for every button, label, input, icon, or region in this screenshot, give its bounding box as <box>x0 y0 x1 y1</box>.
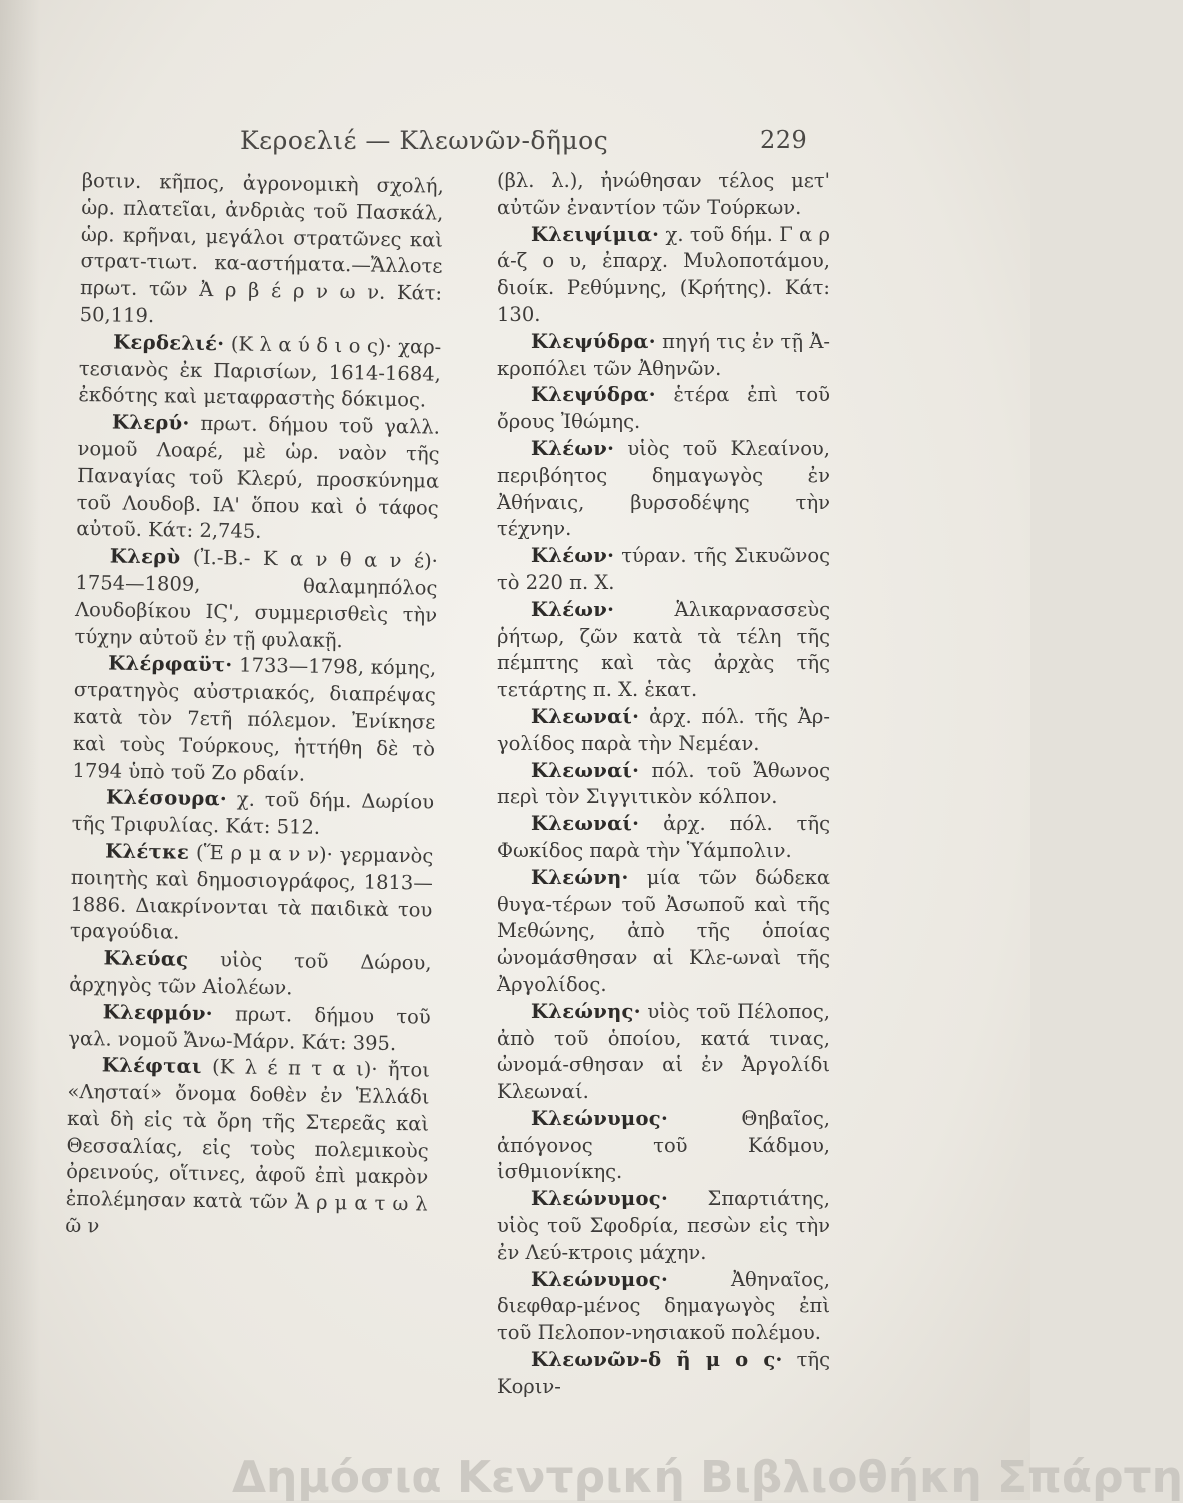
dictionary-entry <box>497 597 830 704</box>
entry-headword: Κλεψύδρα· <box>531 329 656 353</box>
dictionary-entry <box>497 329 830 383</box>
entry-text: Ἁλικαρνασσεὺς ῥήτωρ, ζῶν κατὰ τὰ τέλη τῆς πέμπτης καὶ τὰς ἀρχὰς τῆς τετάρτης π. Χ. ἑκατ. <box>497 597 830 702</box>
entry-text: υἱὸς τοῦ Δώρου, ἀρχηγὸς τῶν Αἰολέων. <box>68 947 432 1000</box>
dictionary-entry <box>497 1106 830 1186</box>
library-watermark: Δημόσια Κεντρική Βιβλιοθήκη Σπάρτη <box>232 1452 1183 1503</box>
running-header <box>240 126 820 155</box>
dictionary-entry <box>497 811 830 865</box>
dictionary-entry <box>68 999 431 1058</box>
entry-headword: Κλεώνυμος· <box>531 1267 669 1291</box>
entry-text: τύραν. τῆς Σικυῶνος τὸ 220 π. Χ. <box>497 544 830 594</box>
entry-text: υἱὸς τοῦ Πέλοπος, ἀπὸ τοῦ ὁποίου, κατά τινας, ὠνομά-σθησαν αἱ ἐν Ἀργολίδι Κλεωναί. <box>497 999 830 1104</box>
dictionary-entry <box>497 865 830 999</box>
page-number: 229 <box>760 126 808 154</box>
entry-text: Θηβαῖος, ἀπόγονος τοῦ Κάδμου, ἰσθμιονίκης. <box>497 1106 830 1184</box>
dictionary-entry <box>69 945 432 1004</box>
entry-headword: Κερδελιέ· <box>113 330 225 356</box>
entry-headword: Κλεώνης· <box>531 999 641 1023</box>
entry-text: (Ἕ ρ μ α ν ν)· γερμανὸς ποιητὴς καὶ δημοσιογράφος, 1813—1886. Διακρίνονται τὰ παιδικὰ του τραγούδια. <box>69 840 434 944</box>
entry-headword: Κλεωναί· <box>531 758 640 782</box>
dictionary-entry <box>78 329 441 415</box>
dictionary-entry <box>72 650 436 790</box>
entry-headword: Κλέσουρα· <box>105 785 228 811</box>
entry-headword: Κλέρφαϋτ· <box>108 651 233 677</box>
dictionary-entry <box>497 704 830 758</box>
binding-shadow <box>0 0 40 1500</box>
dictionary-entry <box>76 409 440 549</box>
entry-text: ἀρχ. πόλ. τῆς Φωκίδος παρὰ τὴν Ὑάμπολιν. <box>497 812 830 862</box>
dictionary-entry <box>497 1186 830 1266</box>
header-title: Κεροελιέ — Κλεωνῶν-δῆμος <box>240 126 609 155</box>
entry-text: (Κ λ α ύ δ ι ο ς)· χαρ-τεσιανὸς ἐκ Παρισίων, 1614-1684, ἐκδότης καὶ μεταφραστὴς δόκιμος. <box>78 332 442 412</box>
entry-text: πόλ. τοῦ Ἄθωνος περὶ τὸν Σιγγιτικὸν κόλπον. <box>497 758 830 809</box>
dictionary-entry <box>71 784 434 843</box>
dictionary-entry <box>497 168 830 222</box>
dictionary-entry <box>79 168 443 334</box>
dictionary-entry <box>65 1052 430 1245</box>
dictionary-entry <box>497 758 830 812</box>
entry-headword: Κλεύας <box>103 946 189 971</box>
entry-text: Ἀθηναῖος, διεφθαρ-μένος δημαγωγὸς ἐπὶ τοῦ Πελοπον-νησιακοῦ πολέμου. <box>497 1267 830 1345</box>
entry-headword: Κλεώνη· <box>531 865 629 889</box>
dictionary-entry <box>497 1267 830 1347</box>
entry-text: πηγή τις ἐν τῇ Ἀ-κροπόλει τῶν Ἀθηνῶν. <box>497 329 830 380</box>
entry-headword: Κλεώνυμος· <box>531 1187 669 1211</box>
left-column <box>65 168 444 1245</box>
entry-text: χ. τοῦ δήμ. Γ α ρ ά-ζ ο υ, ἐπαρχ. Μυλοποτάμου, διοίκ. Ρεθύμνης, (Κρήτης). Κάτ: 130. <box>497 222 830 326</box>
dictionary-entry <box>497 543 830 597</box>
entry-headword: Κλέτκε <box>105 839 190 864</box>
entry-headword: Κλεωναί· <box>531 704 640 728</box>
entry-headword: Κλεωνῶν-δ ῆ μ ο ς· <box>531 1348 783 1372</box>
right-column <box>497 168 830 1401</box>
dictionary-entry <box>70 838 434 951</box>
dictionary-entry <box>497 436 830 543</box>
entry-headword: Κλεψύδρα· <box>531 383 656 407</box>
entry-headword: Κλέφται <box>101 1053 202 1079</box>
entry-text: χ. τοῦ δήμ. Δωρίου τῆς Τριφυλίας. Κάτ: 512. <box>71 787 435 839</box>
entry-text: πρωτ. δήμου τοῦ γαλ. νομοῦ Ἄνω-Μάρν. Κάτ: 395. <box>68 1001 431 1055</box>
entry-text: Σπαρτιάτης, υἱὸς τοῦ Σφοδρία, πεσὼν εἰς τὴν ἐν Λεύ-κτροις μάχην. <box>497 1187 830 1264</box>
entry-headword: Κλερύ· <box>111 410 190 435</box>
entry-text: 1733—1798, κόμης, στρατηγὸς αὐστριακός, διαπρέψας κατὰ τὸν 7ετῆ πόλεμον. Ἐνίκησε καὶ τοὺς Τούρκους, ἡττήθη δὲ τὸ 1794 ὑπὸ τοῦ Ζο ρδαίν. <box>72 653 437 786</box>
entry-text: υἱὸς τοῦ Κλεαίνου, περιβόητος δημαγωγὸς ἐν Ἀθήναις, βυρσοδέψης τὴν τέχνην. <box>497 436 830 541</box>
entry-headword: Κλεώνυμος· <box>531 1106 669 1130</box>
entry-text: ἑτέρα ἐπὶ τοῦ ὄρους Ἰθώμης. <box>497 383 830 434</box>
dictionary-entry <box>497 1347 830 1401</box>
entry-text: μία τῶν δώδεκα θυγα-τέρων τοῦ Ἀσωποῦ καὶ τῆς Μεθώνης, ἀπὸ τῆς ὁποίας ὠνομάσθησαν αἱ Κλε-ωναὶ τῆς Ἀργολίδος. <box>497 865 830 996</box>
dictionary-entry <box>497 382 830 436</box>
entry-text: πρωτ. δήμου τοῦ γαλλ. νομοῦ Λοαρέ, μὲ ὡρ. ναὸν τῆς Παναγίας τοῦ Κλερύ, προσκύνημα τοῦ Λουδοβ. ΙΑ' ὅπου καὶ ὁ τάφος αὐτοῦ. Κάτ: 2,745. <box>76 411 441 544</box>
entry-text: τῆς Κοριν- <box>497 1348 830 1398</box>
entry-text: (βλ. λ.), ἠνώθησαν τέλος μετ' αὐτῶν ἐναντίον τῶν Τούρκων. <box>497 169 830 219</box>
entry-headword: Κλέων· <box>531 436 615 460</box>
entry-text: βοτιν. κῆπος, ἀγρονομικὴ σχολή, ὡρ. πλατεῖαι, ἀνδριὰς τοῦ Πασκάλ, ὡρ. κρῆναι, μεγάλοι στρατῶνες καὶ στρατ-τιωτ. κα-αστήματα.—Ἄλλοτε πρωτ. τῶν Ἀ ρ β έ ρ ν ω ν. Κάτ: 50,119. <box>79 168 444 328</box>
entry-headword: Κλέων· <box>531 597 615 621</box>
entry-headword: Κλεφμόν· <box>102 1000 214 1025</box>
entry-text: (Κ λ έ π τ α ι)· ἤτοι «Λησταί» ὄνομα δοθὲν ἐν Ἑλλάδι καὶ δὴ εἰς τὰ ὄρη τῆς Στερεᾶς καὶ Θεσσαλίας, εἰς τοὺς πολεμικοὺς ὀρεινούς, οἵτινες, ἀφοῦ ἐπὶ μακρὸν ἐπολέμησαν κατὰ τῶν Ἀ ρ μ α τ ω λ ῶ ν <box>65 1055 431 1238</box>
entry-text: ἀρχ. πόλ. τῆς Ἀρ-γολίδος παρὰ τὴν Νεμέαν. <box>497 704 830 755</box>
entry-headword: Κλειψίμια· <box>531 222 660 246</box>
entry-headword: Κλέων· <box>531 544 615 568</box>
dictionary-entry <box>74 543 438 656</box>
dictionary-entry <box>497 999 830 1106</box>
dictionary-entry <box>497 222 830 329</box>
entry-headword: Κλεωναί· <box>531 812 640 836</box>
entry-headword: Κλερὺ <box>109 544 181 569</box>
entry-text: (Ἰ.-Β.- Κ α ν θ α ν έ)· 1754—1809, θαλαμηπόλος Λουδοβίκου ΙϚ', συμμερισθεὶς τὴν τύχην αὐτοῦ ἐν τῇ φυλακῇ. <box>74 545 439 652</box>
